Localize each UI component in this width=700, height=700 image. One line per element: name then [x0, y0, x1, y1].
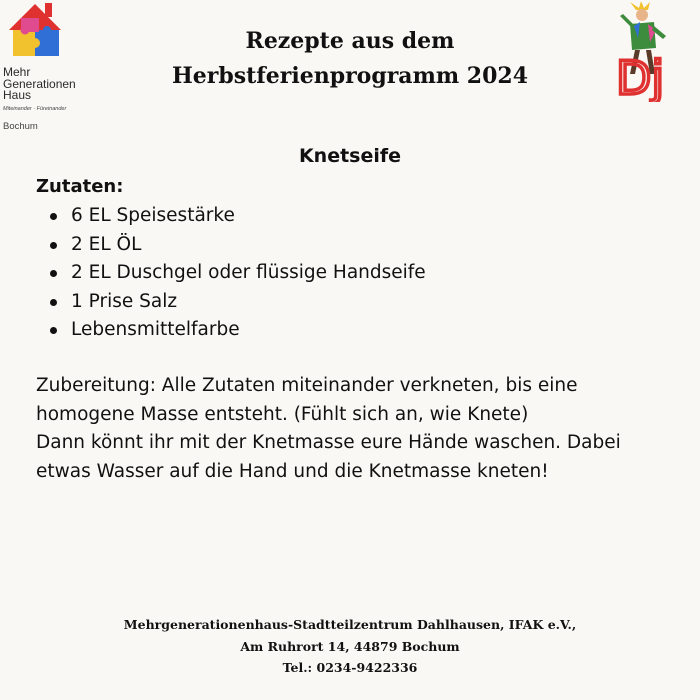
recipe-title: Knetseife [298, 145, 402, 167]
preparation-line: homogene Masse entsteht. (Fühlt sich an, wie Knete) [36, 403, 529, 425]
footer-phone: Tel.: 0234-9422336 [282, 660, 418, 675]
ingredients-heading: Zutaten: [36, 176, 124, 197]
dj-logo-text: Dj [616, 51, 665, 102]
ingredient-item: Lebensmittelfarbe [36, 316, 426, 345]
house-puzzle-icon [5, 0, 67, 62]
footer-street: Am Ruhrort 14, 44879 Bochum [240, 638, 460, 654]
preparation-line: Dann könnt ihr mit der Knetmasse eure Hände waschen. Dabei [36, 432, 621, 453]
ingredient-item: 6 EL Speisestärke [36, 202, 426, 231]
preparation-line: etwas Wasser auf die Hand und die Knetmasse kneten! [36, 460, 549, 482]
logo-city: Bochum [3, 121, 38, 132]
header-title-line-2: Herbstferienprogramm 2024 [171, 63, 529, 89]
ingredient-item: 2 EL ÖL [36, 231, 426, 260]
footer-address [0, 614, 700, 679]
preparation-text [36, 372, 686, 486]
logo-tagline: Miteinander · Füreinander [3, 106, 67, 112]
ingredient-item: 1 Prise Salz [36, 288, 426, 317]
mgh-logo [0, 0, 90, 135]
header-title [100, 24, 600, 94]
logo-name-text: Mehr Generationen Haus [3, 65, 76, 102]
ingredient-item: 2 EL Duschgel oder flüssige Handseife [36, 259, 426, 288]
preparation-line: Zubereitung: Alle Zutaten miteinander verkneten, bis eine [36, 375, 578, 396]
header-title-line-1: Rezepte aus dem [245, 28, 455, 54]
ingredients-list [36, 202, 426, 345]
footer-organization: Mehrgenerationenhaus-Stadtteilzentrum Dahlhausen, IFAK e.V., [123, 617, 577, 632]
dj-logo [608, 2, 688, 102]
